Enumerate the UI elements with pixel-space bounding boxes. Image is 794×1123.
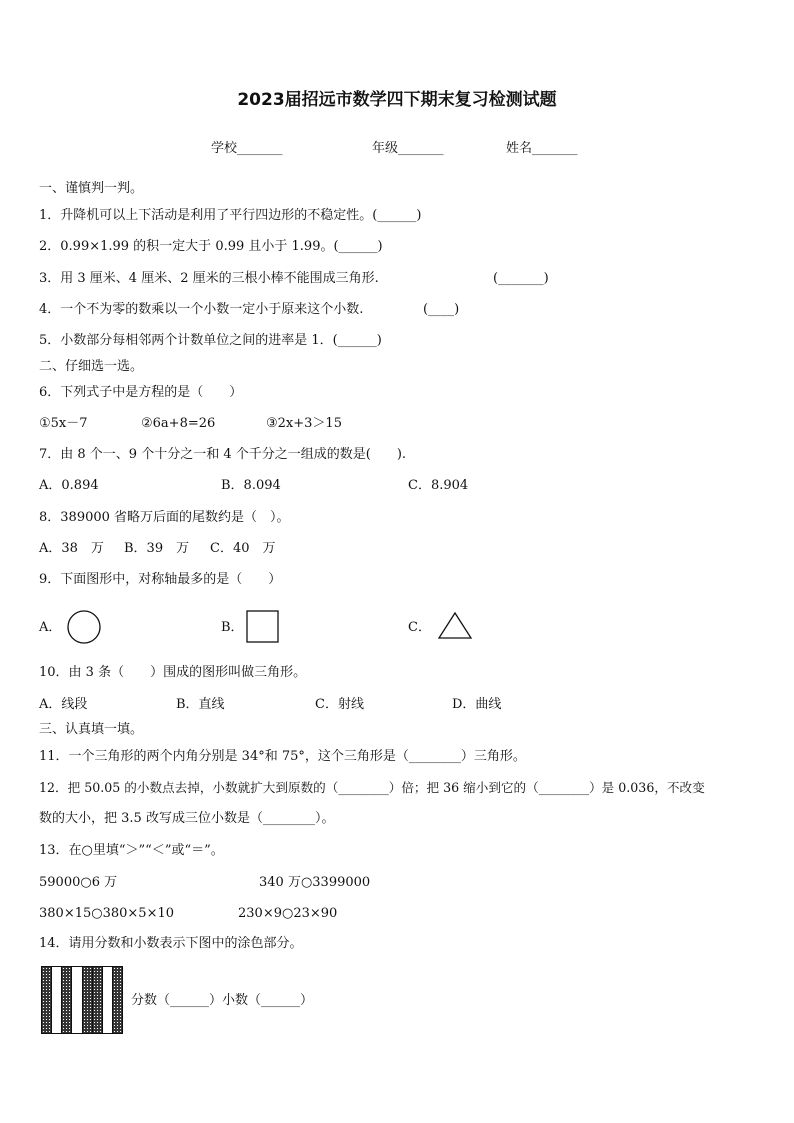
- section-heading-2: 二、仔细选一选。: [39, 359, 144, 374]
- q7-option-a: A．0.894: [39, 478, 99, 493]
- question-2: 2．0.99×1.99 的积一定大于 0.99 且小于 1.99。(______): [39, 239, 383, 254]
- question-4-blank: (____): [423, 302, 460, 317]
- q13-item-1: 59000○6 万: [39, 875, 118, 890]
- section-heading-3: 三、认真填一填。: [39, 722, 144, 737]
- circle-shape: [66, 609, 102, 645]
- question-12-line-1: 12．把 50.05 的小数点去掉，小数就扩大到原数的（________）倍；把 36 缩小到它的（________）是 0.036，不改变: [39, 780, 705, 795]
- shaded-stripe: [113, 967, 122, 1033]
- grade-field: 年级_______: [372, 141, 444, 156]
- question-11: 11．一个三角形的两个内角分别是 34°和 75°，这个三角形是（________）三角形。: [39, 749, 526, 764]
- q13-item-3: 380×15○380×5×10: [39, 906, 175, 921]
- q9-option-c: C．: [408, 620, 431, 635]
- q8-option-a: A．38 万: [39, 541, 104, 556]
- q7-option-b: B．8.094: [221, 478, 281, 493]
- q6-option-1: ①5x－7: [39, 416, 88, 431]
- q10-option-d: D．曲线: [452, 697, 502, 712]
- shaded-stripe: [62, 967, 72, 1033]
- question-10: 10．由 3 条（ ）围成的图形叫做三角形。: [39, 665, 307, 680]
- q6-option-3: ③2x+3＞15: [266, 416, 342, 431]
- name-field: 姓名_______: [506, 141, 578, 156]
- question-14: 14．请用分数和小数表示下图中的涂色部分。: [39, 936, 303, 951]
- q8-option-b: B．39 万: [124, 541, 190, 556]
- question-5: 5．小数部分每相邻两个计数单位之间的进率是 1．(______): [39, 333, 382, 348]
- q10-option-b: B．直线: [176, 697, 225, 712]
- shaded-stripe: [93, 967, 103, 1033]
- question-6: 6．下列式子中是方程的是（ ）: [39, 385, 243, 400]
- question-1: 1．升降机可以上下活动是利用了平行四边形的不稳定性。(______): [39, 208, 422, 223]
- shaded-stripe: [42, 967, 52, 1033]
- page-title: 2023届招远市数学四下期末复习检测试题: [237, 90, 557, 110]
- q13-item-4: 230×9○23×90: [238, 906, 338, 921]
- question-4: 4．一个不为零的数乘以一个小数一定小于原来这个小数.: [39, 302, 364, 317]
- shaded-stripe: [83, 967, 93, 1033]
- question-3-blank: (_______): [493, 271, 549, 286]
- q14-answer: 分数（______）小数（______）: [131, 993, 314, 1008]
- school-field: 学校_______: [211, 141, 283, 156]
- question-7: 7．由 8 个一、9 个十分之一和 4 个千分之一组成的数是( ).: [39, 447, 407, 462]
- question-9: 9．下面图形中，对称轴最多的是（ ）: [39, 572, 282, 587]
- q10-option-c: C．射线: [315, 697, 364, 712]
- square-shape: [246, 610, 280, 644]
- question-12-line-2: 数的大小，把 3.5 改写成三位小数是（________）。: [39, 811, 335, 826]
- blank-stripe: [72, 967, 82, 1033]
- section-heading-1: 一、谨慎判一判。: [39, 181, 144, 196]
- blank-stripe: [103, 967, 113, 1033]
- q9-option-b: B．: [221, 620, 244, 635]
- q9-option-a: A．: [39, 620, 62, 635]
- q7-option-c: C．8.904: [408, 478, 469, 493]
- blank-stripe: [52, 967, 62, 1033]
- q13-item-2: 340 万○3399000: [259, 875, 371, 890]
- triangle-shape: [437, 611, 473, 641]
- q10-option-a: A．线段: [39, 697, 88, 712]
- question-13: 13．在○里填“＞”“＜”或“＝”。: [39, 843, 224, 858]
- question-3: 3．用 3 厘米、4 厘米、2 厘米的三根小棒不能围成三角形.: [39, 271, 379, 286]
- q8-option-c: C．40 万: [210, 541, 276, 556]
- striped-fraction-figure: [41, 966, 123, 1034]
- q6-option-2: ②6a+8=26: [141, 416, 216, 431]
- question-8: 8．389000 省略万后面的尾数约是（ ）。: [39, 510, 290, 525]
